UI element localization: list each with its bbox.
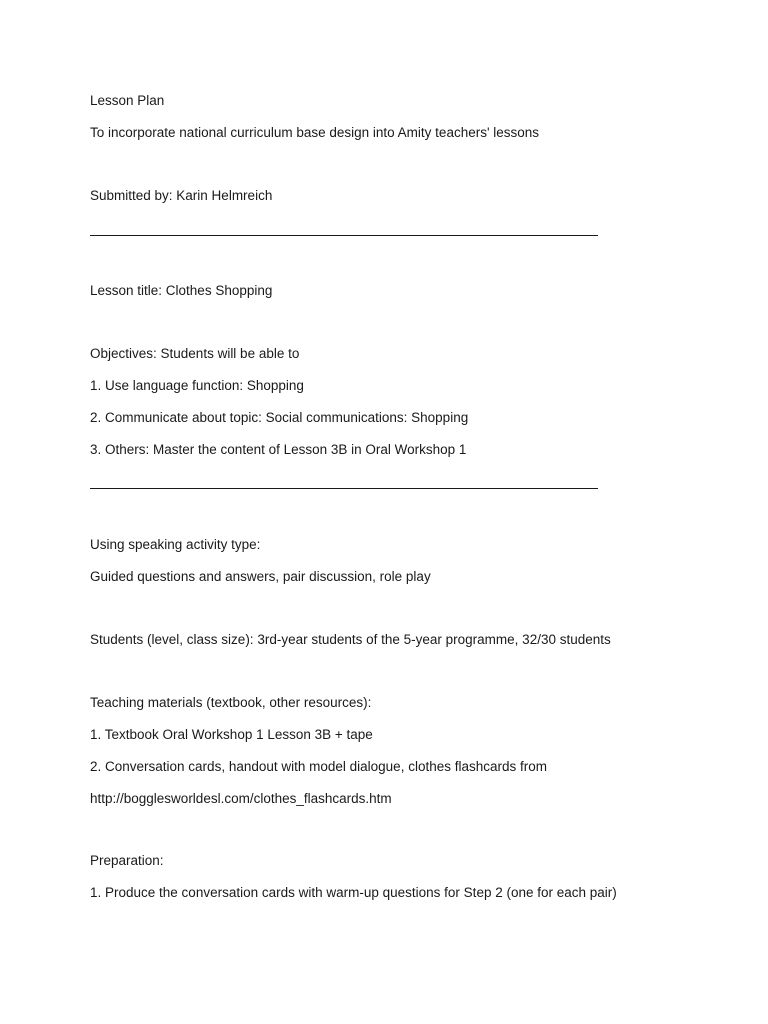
material-item: 1. Textbook Oral Workshop 1 Lesson 3B + tape [90,727,373,742]
material-item: 2. Conversation cards, handout with model dialogue, clothes flashcards from [90,759,547,774]
objectives-intro: Objectives: Students will be able to [90,346,300,361]
preparation-label: Preparation: [90,853,164,868]
document-heading: Lesson Plan [90,93,165,108]
separator-line [90,488,598,489]
materials-label: Teaching materials (textbook, other resources): [90,695,372,710]
students-text: Students (level, class size): 3rd-year students of the 5-year programme, 32/30 students [90,632,611,647]
submitted-by-text: Submitted by: Karin Helmreich [90,188,273,203]
activity-label: Using speaking activity type: [90,537,261,552]
objective-item: 3. Others: Master the content of Lesson 3B in Oral Workshop 1 [90,442,467,457]
objective-item: 1. Use language function: Shopping [90,378,304,393]
activity-value: Guided questions and answers, pair discussion, role play [90,569,431,584]
preparation-item: 1. Produce the conversation cards with warm-up questions for Step 2 (one for each pair) [90,885,617,900]
lesson-title-text: Lesson title: Clothes Shopping [90,283,273,298]
purpose-text: To incorporate national curriculum base design into Amity teachers' lessons [90,125,540,140]
material-url: http://bogglesworldesl.com/clothes_flashcards.htm [90,791,392,806]
objective-item: 2. Communicate about topic: Social communications: Shopping [90,410,469,425]
separator-line [90,235,598,236]
